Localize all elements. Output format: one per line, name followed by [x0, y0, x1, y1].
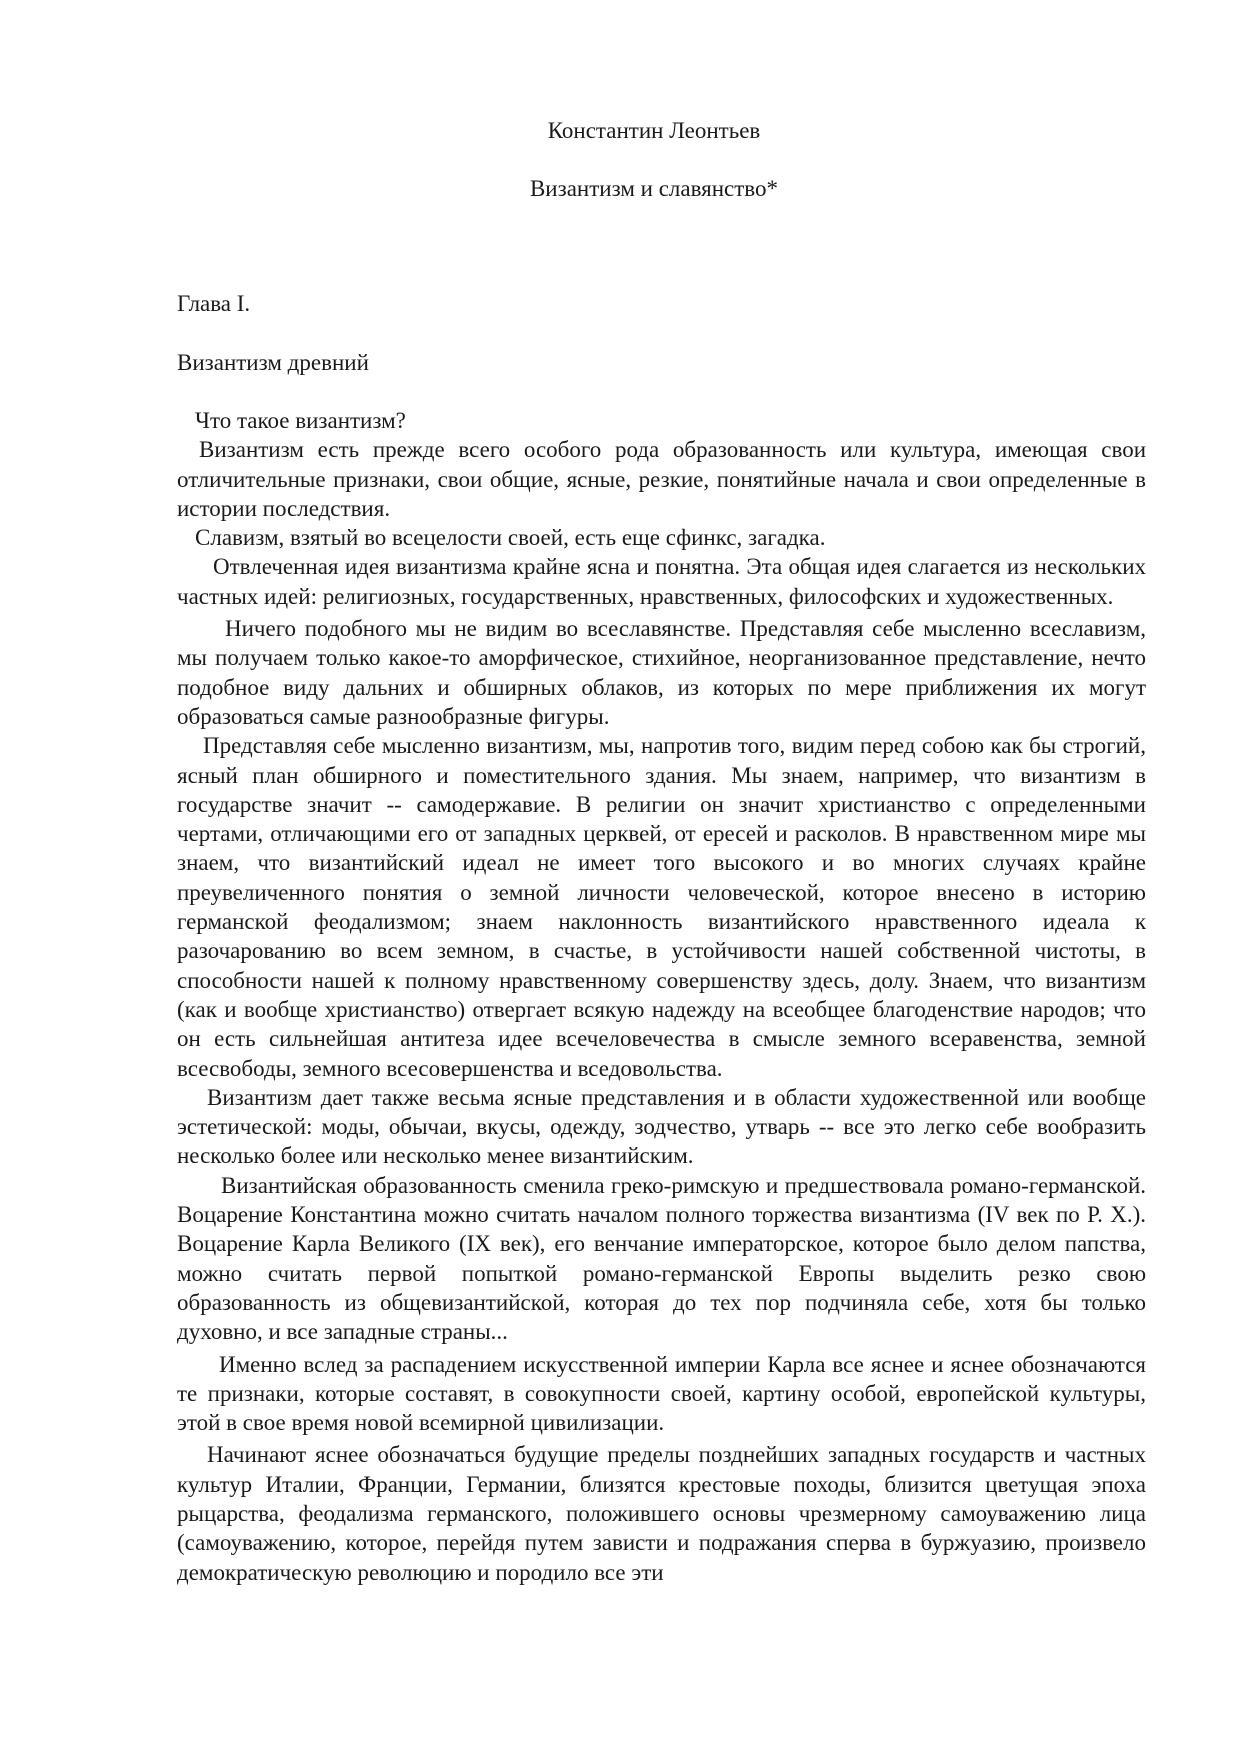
paragraph: Византизм дает также весьма ясные представления и в области художественной или вообще эстетической: моды, обычаи, вкусы, одежду, зодчество, утварь -- все это легко себе вообразить несколько более или несколько менее византийским. — [177, 1084, 1146, 1169]
author-name: Константин Леонтьев — [547, 118, 761, 143]
document-title: Византизм и славянство* — [529, 176, 779, 201]
paragraph: Что такое византизм? — [195, 408, 406, 433]
paragraph: Славизм, взятый во всецелости своей, есть еще сфинкс, загадка. — [195, 525, 826, 551]
chapter-heading: Глава I. — [177, 291, 251, 316]
paragraph: Отвлеченная идея византизма крайне ясна и понятна. Эта общая идея слагается из нескольких частных идей: религиозных, государственных, нравственных, философских и художественных. — [177, 554, 1146, 609]
paragraph: Представляя себе мысленно византизм, мы, напротив того, видим перед собою как бы строгий, ясный план обширного и поместительного здания. Мы знаем, например, что византизм в государстве значит -- самодержавие. В религии он значит христианство с определенными чертами, отличающими его от западных церквей, от ересей и расколов. В нравственном мире мы знаем, что византийский идеал не имеет того высокого и во многих случаях крайне преувеличенного понятия о земной личности человеческой, которое внесено в историю германской феодализмом; знаем наклонность византийского нравственного идеала к разочарованию во всем земном, в счастье, в устойчивости нашей собственной чистоты, в способности нашей к полному нравственному совершенству здесь, долу. Знаем, что византизм (как и вообще христианство) отвергает всякую надежду на всеобщее благоденствие народов; что он есть сильнейшая антитеза идее всечеловечества в смысле земного всеравенства, земной всесвободы, земного всесовершенства и вседовольства. — [177, 733, 1146, 1081]
paragraph: Ничего подобного мы не видим во всеславянстве. Представляя себе мысленно всеславизм, мы получаем только какое-то аморфическое, стихийное, неорганизованное представление, нечто подобное виду дальних и обширных облаков, из которых по мере приближения их могут образоваться самые разнообразные фигуры. — [177, 616, 1146, 729]
paragraph: Начинают яснее обозначаться будущие пределы позднейших западных государств и частных культур Италии, Франции, Германии, близятся крестовые походы, близится цветущая эпоха рыцарства, феодализма германского, положившего основы чрезмерному самоуважению лица (самоуважению, которое, перейдя путем зависти и подражания сперва в буржуазию, произвело демократическую революцию и породило все эти — [177, 1442, 1146, 1585]
paragraph: Именно вслед за распадением искусственной империи Карла все яснее и яснее обозначаются те признаки, которые составят, в совокупности своей, картину особой, европейской культуры, этой в свое время новой всемирной цивилизации. — [177, 1351, 1146, 1436]
paragraph: Византийская образованность сменила греко-римскую и предшествовала романо-германской. Воцарение Константина можно считать началом полного торжества византизма (IV век по Р. X.). Воцарение Карла Великого (IX век), его венчание императорское, которое было делом папства, можно считать первой попыткой романо-германской Европы выделить резко свою образованность из общевизантийской, которая до тех пор подчиняла себе, хотя бы только духовно, и все западные страны... — [177, 1172, 1146, 1345]
section-heading: Византизм древний — [177, 350, 369, 375]
paragraph: Византизм есть прежде всего особого рода образованность или культура, имеющая свои отличительные признаки, свои общие, ясные, резкие, понятийные начала и свои определенные в истории последствия. — [177, 437, 1146, 521]
body-text — [177, 406, 1146, 1587]
